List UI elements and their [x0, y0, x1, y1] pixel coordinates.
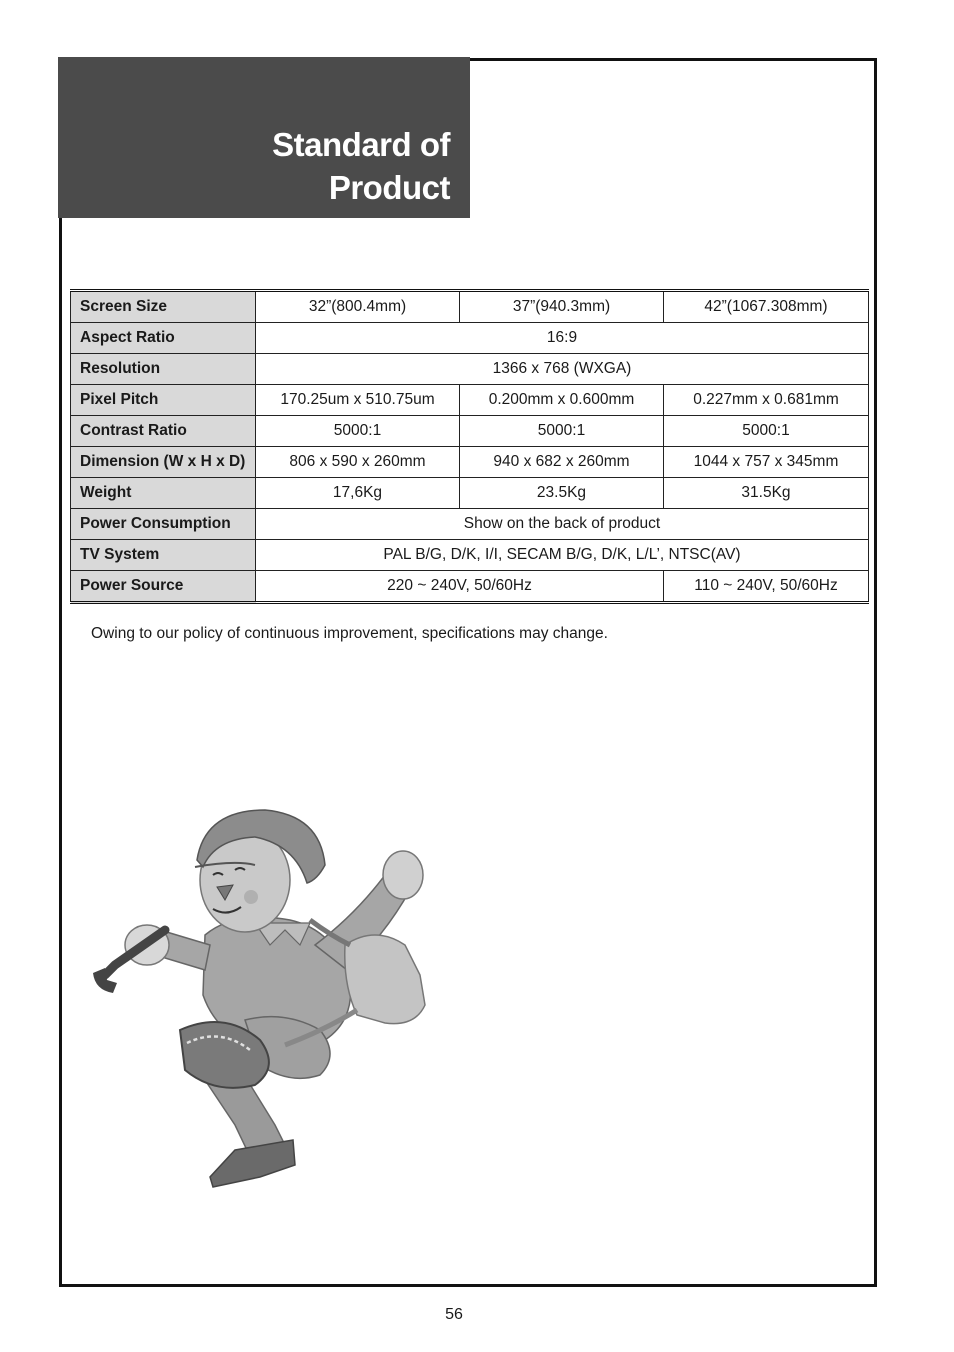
row-label: Dimension (W x H x D) [71, 447, 256, 478]
row-label: Weight [71, 478, 256, 509]
table-cell: 17,6Kg [256, 478, 460, 509]
page-title-line2: Product [328, 169, 450, 206]
table-row [71, 478, 869, 509]
repairman-illustration [85, 805, 455, 1200]
spec-table [70, 289, 869, 604]
table-row [71, 571, 869, 603]
table-cell: 16:9 [256, 323, 869, 354]
table-cell: 0.227mm x 0.681mm [664, 385, 869, 416]
table-cell: 0.200mm x 0.600mm [460, 385, 664, 416]
table-cell: 1044 x 757 x 345mm [664, 447, 869, 478]
table-cell: 5000:1 [256, 416, 460, 447]
table-cell: 23.5Kg [460, 478, 664, 509]
table-cell: 940 x 682 x 260mm [460, 447, 664, 478]
table-row [71, 385, 869, 416]
table-cell: PAL B/G, D/K, I/I, SECAM B/G, D/K, L/L’, NTSC(AV) [256, 540, 869, 571]
table-cell: 1366 x 768 (WXGA) [256, 354, 869, 385]
table-cell: 220 ~ 240V, 50/60Hz [256, 571, 664, 603]
table-row [71, 354, 869, 385]
table-cell: 32”(800.4mm) [256, 291, 460, 323]
table-cell: 31.5Kg [664, 478, 869, 509]
page-number: 56 [445, 1306, 463, 1323]
specification-note: Owing to our policy of continuous improvement, specifications may change. [91, 625, 608, 642]
table-cell: 170.25um x 510.75um [256, 385, 460, 416]
row-label: Contrast Ratio [71, 416, 256, 447]
table-row [71, 509, 869, 540]
row-label: Screen Size [71, 291, 256, 323]
table-cell: 5000:1 [460, 416, 664, 447]
table-row [71, 447, 869, 478]
table-row [71, 291, 869, 323]
table-cell: 42”(1067.308mm) [664, 291, 869, 323]
table-row [71, 540, 869, 571]
table-cell: Show on the back of product [256, 509, 869, 540]
row-label: Resolution [71, 354, 256, 385]
table-cell: 110 ~ 240V, 50/60Hz [664, 571, 869, 603]
row-label: Aspect Ratio [71, 323, 256, 354]
table-cell: 37”(940.3mm) [460, 291, 664, 323]
row-label: TV System [71, 540, 256, 571]
row-label: Pixel Pitch [71, 385, 256, 416]
row-label: Power Consumption [71, 509, 256, 540]
table-cell: 5000:1 [664, 416, 869, 447]
page-title [272, 123, 450, 209]
table-row [71, 416, 869, 447]
table-cell: 806 x 590 x 260mm [256, 447, 460, 478]
page-title-line1: Standard of [272, 126, 450, 163]
table-row [71, 323, 869, 354]
title-block [58, 57, 470, 218]
row-label: Power Source [71, 571, 256, 603]
